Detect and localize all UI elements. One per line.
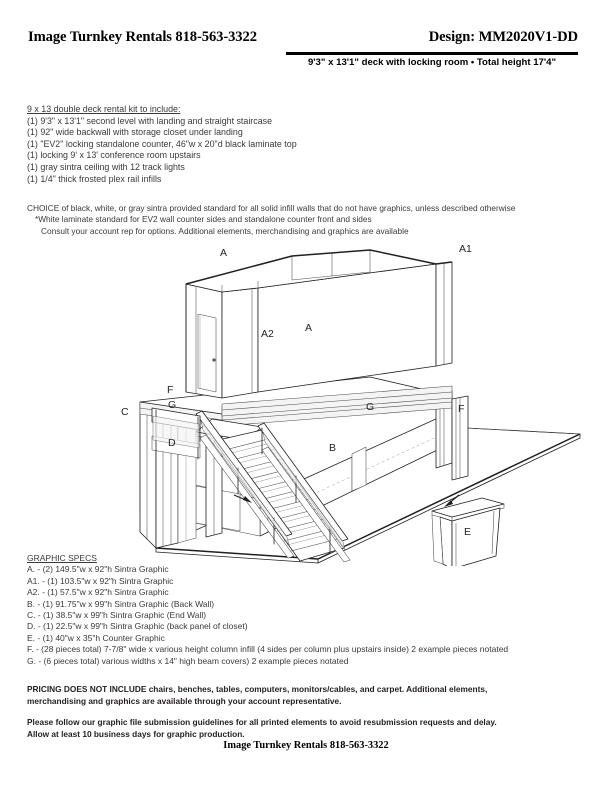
material-choice-note	[27, 203, 515, 237]
isometric-booth-drawing	[0, 236, 612, 566]
graphic-spec-item-a2: A2. - (1) 57.5"w x 92"h Sintra Graphic	[27, 587, 169, 598]
graphic-specs-list	[27, 553, 508, 667]
label-D: D	[168, 437, 176, 449]
header-divider-rule	[286, 52, 578, 55]
graphic-spec-item-a1: A1. - (1) 103.5"w x 92"h Sintra Graphic	[27, 575, 174, 586]
footer-company-contact: Image Turnkey Rentals 818-563-3322	[223, 740, 389, 751]
label-A1: A1	[459, 243, 472, 255]
graphic-spec-item-e: E. - (1) 40"w x 35"h Counter Graphic	[27, 632, 165, 643]
submission-note-line: Allow at least 10 business days for graphic production.	[27, 728, 245, 739]
kit-spec-heading: 9 x 13 double deck rental kit to include:	[27, 104, 181, 114]
label-F-left: F	[167, 384, 174, 396]
label-B: B	[329, 442, 337, 454]
kit-spec-item: (1) 1/4" thick frosted plex rail infills	[27, 173, 162, 184]
label-A2: A2	[261, 328, 274, 340]
design-code-title: Design: MM2020V1-DD	[428, 29, 578, 45]
label-A-top: A	[220, 247, 228, 259]
label-G-mid: G	[366, 401, 375, 413]
upper-conference-room	[186, 250, 452, 398]
company-title: Image Turnkey Rentals 818-563-3322	[28, 29, 257, 45]
kit-spec-list	[27, 104, 297, 185]
label-G-left: G	[168, 399, 177, 411]
label-F-right: F	[458, 403, 465, 415]
label-A-wall: A	[305, 322, 313, 334]
choice-note-line: *White laminate standard for EV2 wall counter sides and standalone counter front and sides	[35, 214, 372, 225]
graphic-spec-item-a: A. - (2) 149.5"w x 92"h Sintra Graphic	[27, 564, 169, 575]
booth-drawing-svg	[0, 236, 612, 566]
choice-note-line: Consult your account rep for options. Additional elements, merchandising and graphics are available	[41, 225, 409, 236]
graphic-spec-item-f: F. - (28 pieces total) 7-7/8" wide x various height column infill (4 sides per column plus upstairs inside) 2 example pieces notated	[27, 644, 509, 655]
kit-spec-item: (1) 92" wide backwall with storage closet under landing	[27, 127, 243, 138]
pricing-disclaimer	[27, 684, 587, 707]
kit-spec-item: (1) locking 9' x 13' conference room upstairs	[27, 150, 201, 161]
submission-guidelines-note	[27, 717, 587, 740]
pricing-disclaimer-line: PRICING DOES NOT INCLUDE chairs, benches, tables, computers, monitors/cables, and carpet. Additional elements,	[27, 684, 488, 694]
label-C: C	[121, 406, 129, 418]
submission-note-line: Please follow our graphic file submission guidelines for all printed elements to avoid resubmission requests and delay.	[27, 717, 497, 727]
graphic-spec-item-c: C. - (1) 38.5"w x 99"h Sintra Graphic (End Wall)	[27, 610, 207, 621]
graphic-specs-heading: GRAPHIC SPECS	[27, 553, 97, 563]
page-header	[0, 0, 612, 80]
kit-spec-item: (1) "EV2" locking standalone counter, 46"w x 20"d black laminate top	[27, 138, 297, 149]
graphic-spec-item-d: D. - (1) 22.5"w x 99"h Sintra Graphic (back panel of closet)	[27, 621, 248, 632]
kit-spec-item: (1) gray sintra ceiling with 12 track lights	[27, 161, 185, 172]
kit-spec-item: (1) 9'3" x 13'1" second level with landing and straight staircase	[27, 115, 273, 126]
label-E: E	[464, 526, 472, 538]
graphic-spec-item-b: B. - (1) 91.75"w x 99"h Sintra Graphic (Back Wall)	[27, 598, 215, 609]
choice-note-line: CHOICE of black, white, or gray sintra provided standard for all solid infill walls that do not have graphics, unless described otherwise	[27, 203, 516, 213]
graphic-spec-item-g: G. - (6 pieces total) various widths x 14" high beam covers) 2 example pieces notated	[27, 655, 349, 666]
pricing-disclaimer-line: merchandising and graphics are available through your account representative.	[27, 695, 342, 706]
deck-dimensions-subtitle: 9'3" x 13'1" deck with locking room • Total height 17'4"	[307, 57, 557, 68]
